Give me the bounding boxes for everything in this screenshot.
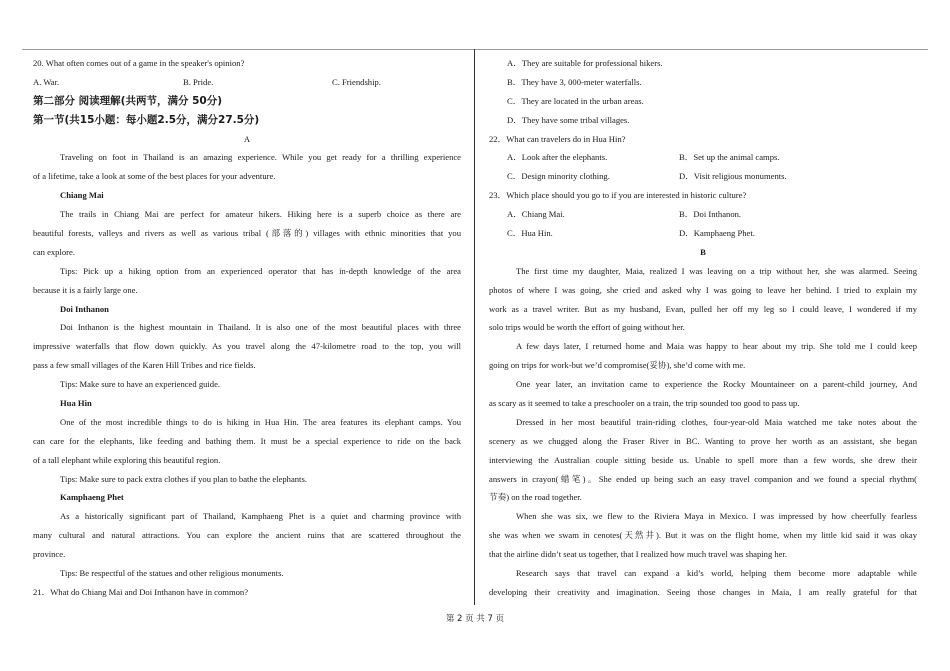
passage-b-line: work as a travel writer. But as my husband, Evan, pulled her off my leg so I could leave, I wondered if my	[489, 303, 917, 314]
passage-b-line: that the airline didn’t seat us together, that I realized how much travel was shaping her.	[489, 549, 788, 560]
doi-inthanon-line: Doi Inthanon is the highest mountain in Thailand. It is also one of the most beautiful places with three	[60, 322, 461, 333]
option-c: C．Design minority clothing.	[507, 171, 610, 182]
hua-hin-line: of a tall elephant while exploring this beautiful region.	[33, 454, 221, 465]
section-one-heading: 第一节(共15小题：每小题2.5分，满分27.5分)	[33, 113, 260, 126]
option-a: A．Look after the elephants.	[507, 152, 608, 163]
option-c: C．Hua Hin.	[507, 228, 553, 239]
question-21: 21．What do Chiang Mai and Doi Inthanon have in common?	[33, 586, 249, 597]
right-column	[489, 54, 917, 602]
passage-b-line: A few days later, I returned home and Maia was happy to hear about my trip. She told me I could keep	[516, 341, 917, 352]
doi-inthanon-tip: Tips: Make sure to have an experienced guide.	[60, 379, 221, 390]
passage-b-line: Research says that travel can expand a kid’s world, helping them become more adaptable while	[516, 568, 917, 579]
passage-b-line: she was when we swam in cenotes(天然井). But it was on the flight home, when my little kid said it was okay	[489, 530, 917, 541]
question-21-option: A．They are suitable for professional hikers.	[507, 58, 663, 68]
question-22: 22．What can travelers do in Hua Hin?	[489, 133, 626, 144]
part-two-heading: 第二部分 阅读理解(共两节，满分 50分)	[33, 94, 223, 107]
passage-b-label: B	[700, 246, 706, 257]
question-23: 23．Which place should you go to if you are interested in historic culture?	[489, 190, 747, 201]
subheading-hua-hin: Hua Hin	[60, 398, 92, 409]
hua-hin-line: One of the most incredible things to do is hiking in Hua Hin. The area features its elephant camps. You	[60, 416, 461, 427]
kamphaeng-phet-line: As a historically significant part of Thailand, Kamphaeng Phet is a quiet and charming province with	[60, 511, 461, 522]
passage-b-line: going on trips for work-but we’d compromise(妥协), she’d come with me.	[489, 360, 746, 371]
passage-b-line: The first time my daughter, Maia, realized I was leaving on a trip without her, she was alarmed. Seeing	[516, 265, 917, 276]
header-rule	[22, 49, 928, 50]
question-20: 20. What often comes out of a game in the speaker's opinion?	[33, 58, 245, 68]
intro-line: of a lifetime, take a look at some of the best places for your adventure.	[33, 171, 276, 182]
passage-b-line: solo trips would be worth the effort of going without her.	[489, 322, 685, 333]
column-divider	[474, 49, 475, 605]
passage-b-line: 节奏) on the road together.	[489, 492, 582, 503]
question-20-options	[33, 73, 461, 92]
kamphaeng-phet-line: many cultural and natural attractions. You can explore the ancient ruins that are scattered throughout the	[33, 530, 461, 541]
passage-b-line: answers in crayon(蜡笔)。She ended up being such an easy travel companion and we found a special rhythm(	[489, 473, 917, 484]
kamphaeng-phet-line: province.	[33, 549, 66, 560]
kamphaeng-phet-tip: Tips: Be respectful of the statues and other religious monuments.	[60, 568, 284, 579]
question-23-options	[489, 224, 917, 243]
passage-b-line: When she was six, we flew to the Riviera Maya in Mexico. I was impressed by how cheerfully fearless	[516, 511, 917, 522]
question-23-options	[489, 205, 917, 224]
hua-hin-tip: Tips: Make sure to pack extra clothes if you plan to bathe the elephants.	[60, 473, 307, 484]
passage-b-line: interviewing the Australian couple sitting beside us. Unable to spell more than a few words, she drew their	[489, 454, 917, 465]
passage-a-label: A	[243, 133, 251, 144]
subheading-chiang-mai: Chiang Mai	[60, 190, 104, 201]
doi-inthanon-line: pass a few small villages of the Karen Hill Tribes and rice fields.	[33, 360, 256, 371]
question-21-option: D．They have some tribal villages.	[507, 114, 630, 125]
question-22-options	[489, 148, 917, 167]
option-b: B. Pride.	[183, 76, 214, 87]
passage-b-line: Dressed in her most beautiful train-riding clothes, four-year-old Maia watched me take notes about the	[516, 416, 917, 427]
subheading-doi-inthanon: Doi Inthanon	[60, 303, 109, 314]
question-21-option: B．They have 3, 000-meter waterfalls.	[507, 76, 642, 87]
chiang-mai-line: The trails in Chiang Mai are perfect for amateur hikers. Hiking here is a superb choice as there are	[60, 209, 461, 220]
chiang-mai-line: beautiful forests, valleys and rivers as well as various tribal (部落的) villages with ethnic minorities that you	[33, 228, 461, 239]
option-b: B．Doi Inthanon.	[679, 209, 742, 220]
doi-inthanon-line: impressive waterfalls that flow down quickly. As you travel along the 47-kilometre road to the top, you will	[33, 341, 461, 352]
option-c: C. Friendship.	[332, 76, 381, 87]
option-a: A．Chiang Mai.	[507, 209, 565, 220]
passage-b-line: as scary as it seemed to take a preschooler on a train, the trip sounded too good to pass up.	[489, 398, 800, 409]
option-d: D．Kamphaeng Phet.	[679, 228, 755, 239]
passage-b-line: photos of where I was going, she cried and asked why I was going to leave her behind. I tried to explain my	[489, 284, 917, 295]
chiang-mai-tip: because it is a fairly large one.	[33, 284, 138, 295]
passage-b-line: One year later, an invitation came to experience the Rocky Mountaineer on a parent-child journey, And	[516, 379, 917, 390]
option-b: B．Set up the animal camps.	[679, 152, 780, 163]
subheading-kamphaeng-phet: Kamphaeng Phet	[60, 492, 124, 503]
page-number: 第 2 页 共 7 页	[445, 614, 505, 624]
hua-hin-line: can care for the elephants, like feeding and bathing them. It must be a special experience to ride on the back	[33, 435, 461, 446]
intro-line: Traveling on foot in Thailand is an amazing experience. While you get ready for a thrilling experience	[60, 152, 461, 163]
passage-b-line: scenery as we chugged along the Fraser River in BC. Wanting to prove her worth as an assistant, she began	[489, 435, 917, 446]
left-column	[33, 54, 461, 602]
question-22-options	[489, 167, 917, 186]
question-21-option: C．They are located in the urban areas.	[507, 95, 644, 106]
chiang-mai-line: can explore.	[33, 246, 75, 257]
passage-b-line: developing their creativity and imagination. Seeing those changes in Maia, I am really grateful for that	[489, 586, 917, 597]
option-d: D．Visit religious monuments.	[679, 171, 787, 182]
chiang-mai-tip: Tips: Pick up a hiking option from an experienced operator that has in-depth knowledge of the area	[60, 265, 461, 276]
option-a: A. War.	[33, 76, 60, 87]
